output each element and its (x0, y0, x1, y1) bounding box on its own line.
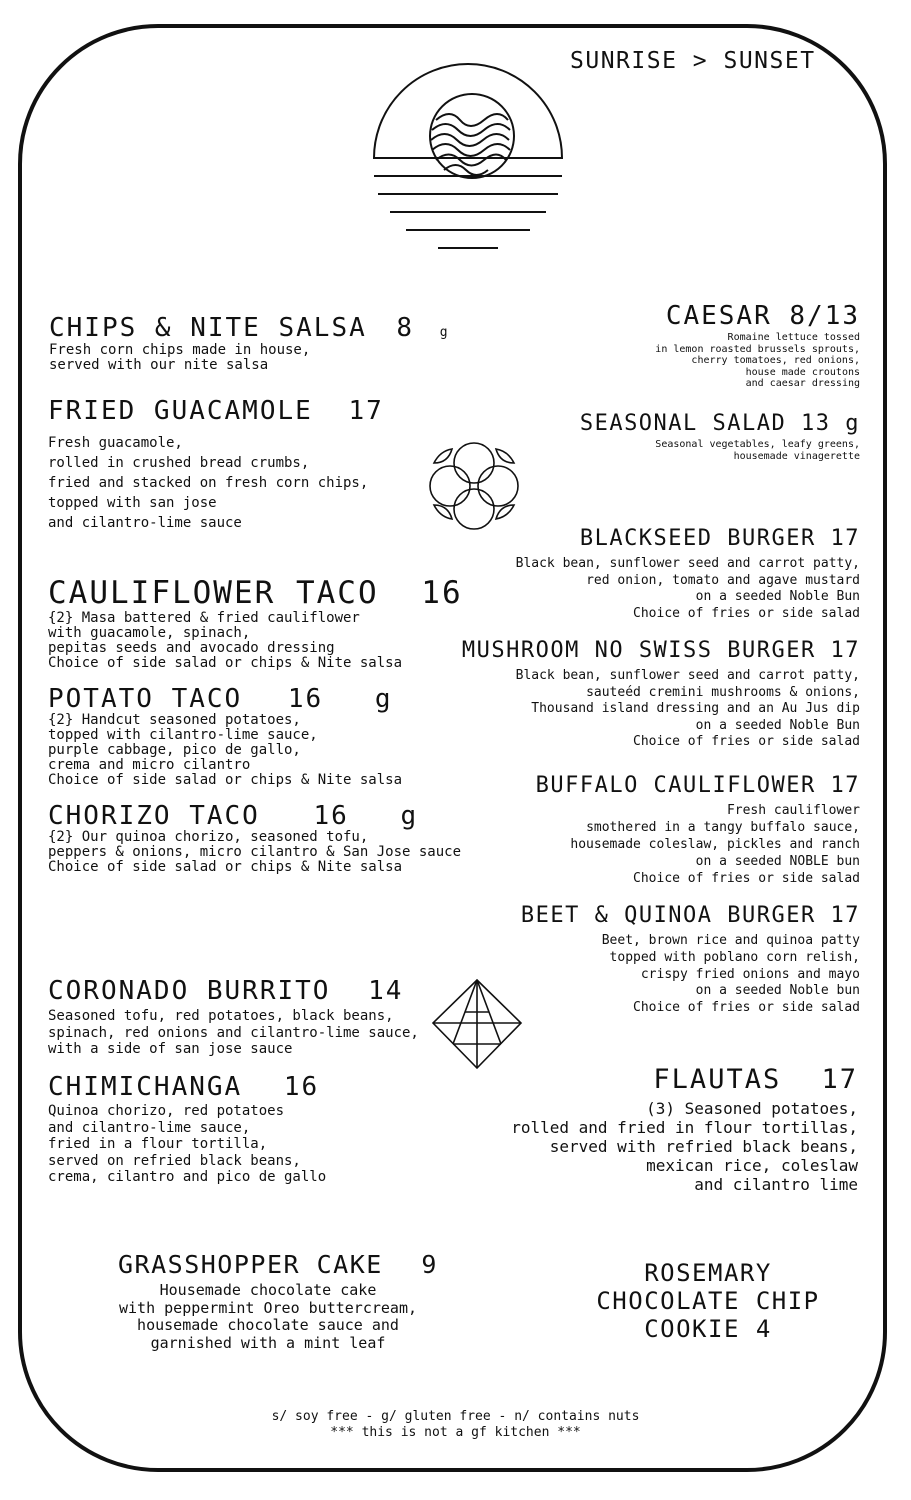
cookie-line-1: ROSEMARY (644, 1259, 772, 1287)
chips-name: CHIPS & NITE SALSA (49, 313, 367, 343)
cake-desc: Housemade chocolate cake with peppermint Oreo buttercream, housemade chocolate sauce and garnished with a mint leaf (118, 1281, 417, 1352)
chimi-desc: Quinoa chorizo, red potatoes and cilantro-lime sauce, fried in a flour tortilla, served on refried black beans, crema, cilantro and pico de gallo (48, 1103, 327, 1185)
cauli-taco-item (48, 575, 463, 611)
blackseed-title: BLACKSEED BURGER 17 (579, 526, 860, 551)
sun-wave-icon (368, 58, 568, 258)
guac-item (48, 398, 384, 424)
flautas-price: 17 (821, 1064, 858, 1095)
flower-icon (424, 437, 524, 532)
caesar-desc: Romaine lettuce tossed in lemon roasted brussels sprouts, cherry tomatoes, red onions, house made croutons and caesar dressing (655, 332, 860, 389)
seasonal-title: SEASONAL SALAD 13 g (579, 411, 860, 436)
guac-desc: Fresh guacamole, rolled in crushed bread crumbs, fried and stacked on fresh corn chips, topped with san jose and cilantro-lime sauce (48, 435, 369, 531)
burrito-desc: Seasoned tofu, red potatoes, black beans, spinach, red onions and cilantro-lime sauce, with a side of san jose sauce (48, 1008, 419, 1057)
chorizo-taco-tag: g (400, 801, 419, 831)
guac-name: FRIED GUACAMOLE (48, 396, 313, 426)
burrito-price: 14 (368, 976, 404, 1006)
chorizo-taco-desc: {2} Our quinoa chorizo, seasoned tofu, peppers & onions, micro cilantro & San Jose sauce Choice of side salad or chips & Nite salsa (48, 829, 462, 875)
diamond-icon (429, 976, 525, 1072)
flautas-desc: (3) Seasoned potatoes, rolled and fried in flour tortillas, served with refried black beans, mexican rice, coleslaw and cilantro lime (511, 1099, 858, 1194)
chorizo-taco-item (48, 803, 418, 829)
chimi-price: 16 (283, 1072, 320, 1102)
footer-note: *** this is not a gf kitchen *** (330, 1425, 581, 1440)
chips-tag: g (439, 325, 450, 340)
mushroom-title: MUSHROOM NO SWISS BURGER 17 (461, 638, 860, 663)
potato-taco-item (48, 686, 392, 712)
cookie-item (590, 1259, 826, 1343)
chorizo-taco-price: 16 (313, 801, 349, 831)
blackseed-desc: Black bean, sunflower seed and carrot patty, red onion, tomato and agave mustard on a seeded Noble Bun Choice of fries or side salad (515, 556, 860, 621)
flautas-item (653, 1066, 858, 1093)
potato-taco-name: POTATO TACO (48, 684, 243, 714)
potato-taco-desc: {2} Handcut seasoned potatoes, topped with cilantro-lime sauce, purple cabbage, pico de gallo, crema and micro cilantro Choice of side salad or chips & Nite salsa (48, 712, 403, 788)
mushroom-desc: Black bean, sunflower seed and carrot patty, sauteéd cremini mushrooms & onions, Thousand island dressing and an Au Jus dip on a seeded Noble Bun Choice of fries or side salad (515, 668, 860, 749)
cauli-taco-desc: {2} Masa battered & fried cauliflower with guacamole, spinach, pepitas seeds and avocado dressing Choice of side salad or chips & Nite salsa (48, 610, 403, 671)
chips-item (49, 315, 450, 341)
footer-legend: s/ soy free - g/ gluten free - n/ contains nuts (271, 1409, 640, 1424)
chips-desc: Fresh corn chips made in house, served with our nite salsa (49, 342, 311, 373)
caesar-title: CAESAR 8/13 (665, 301, 860, 331)
potato-taco-price: 16 (287, 684, 324, 714)
cookie-line-2: CHOCOLATE CHIP (596, 1287, 820, 1315)
cauli-taco-name: CAULIFLOWER TACO (48, 575, 379, 611)
burrito-name: CORONADO BURRITO (48, 976, 331, 1006)
seasonal-desc: Seasonal vegetables, leafy greens, housemade vinagerette (655, 439, 860, 462)
chips-price: 8 (396, 313, 415, 343)
chimi-name: CHIMICHANGA (48, 1072, 243, 1102)
beet-desc: Beet, brown rice and quinoa patty topped with poblano corn relish, crispy fried onions and mayo on a seeded Noble bun Choice of fries or side salad (601, 933, 860, 1016)
flautas-name: FLAUTAS (653, 1064, 782, 1095)
guac-price: 17 (348, 396, 384, 426)
cake-price: 9 (421, 1250, 438, 1279)
buffalo-desc: Fresh cauliflower smothered in a tangy buffalo sauce, housemade coleslaw, pickles and ranch on a seeded NOBLE bun Choice of fries or side salad (570, 803, 860, 886)
menu-header-title: SUNRISE > SUNSET (570, 48, 816, 74)
buffalo-title: BUFFALO CAULIFLOWER 17 (535, 773, 860, 798)
cookie-line-3: COOKIE 4 (644, 1315, 772, 1343)
beet-title: BEET & QUINOA BURGER 17 (520, 903, 860, 928)
chorizo-taco-name: CHORIZO TACO (48, 801, 260, 831)
chimi-item (48, 1074, 319, 1100)
burrito-item (48, 978, 403, 1004)
cake-name: GRASSHOPPER CAKE (118, 1250, 383, 1279)
cauli-taco-price: 16 (421, 575, 463, 611)
potato-taco-tag: g (374, 684, 393, 714)
cake-item (118, 1252, 438, 1277)
